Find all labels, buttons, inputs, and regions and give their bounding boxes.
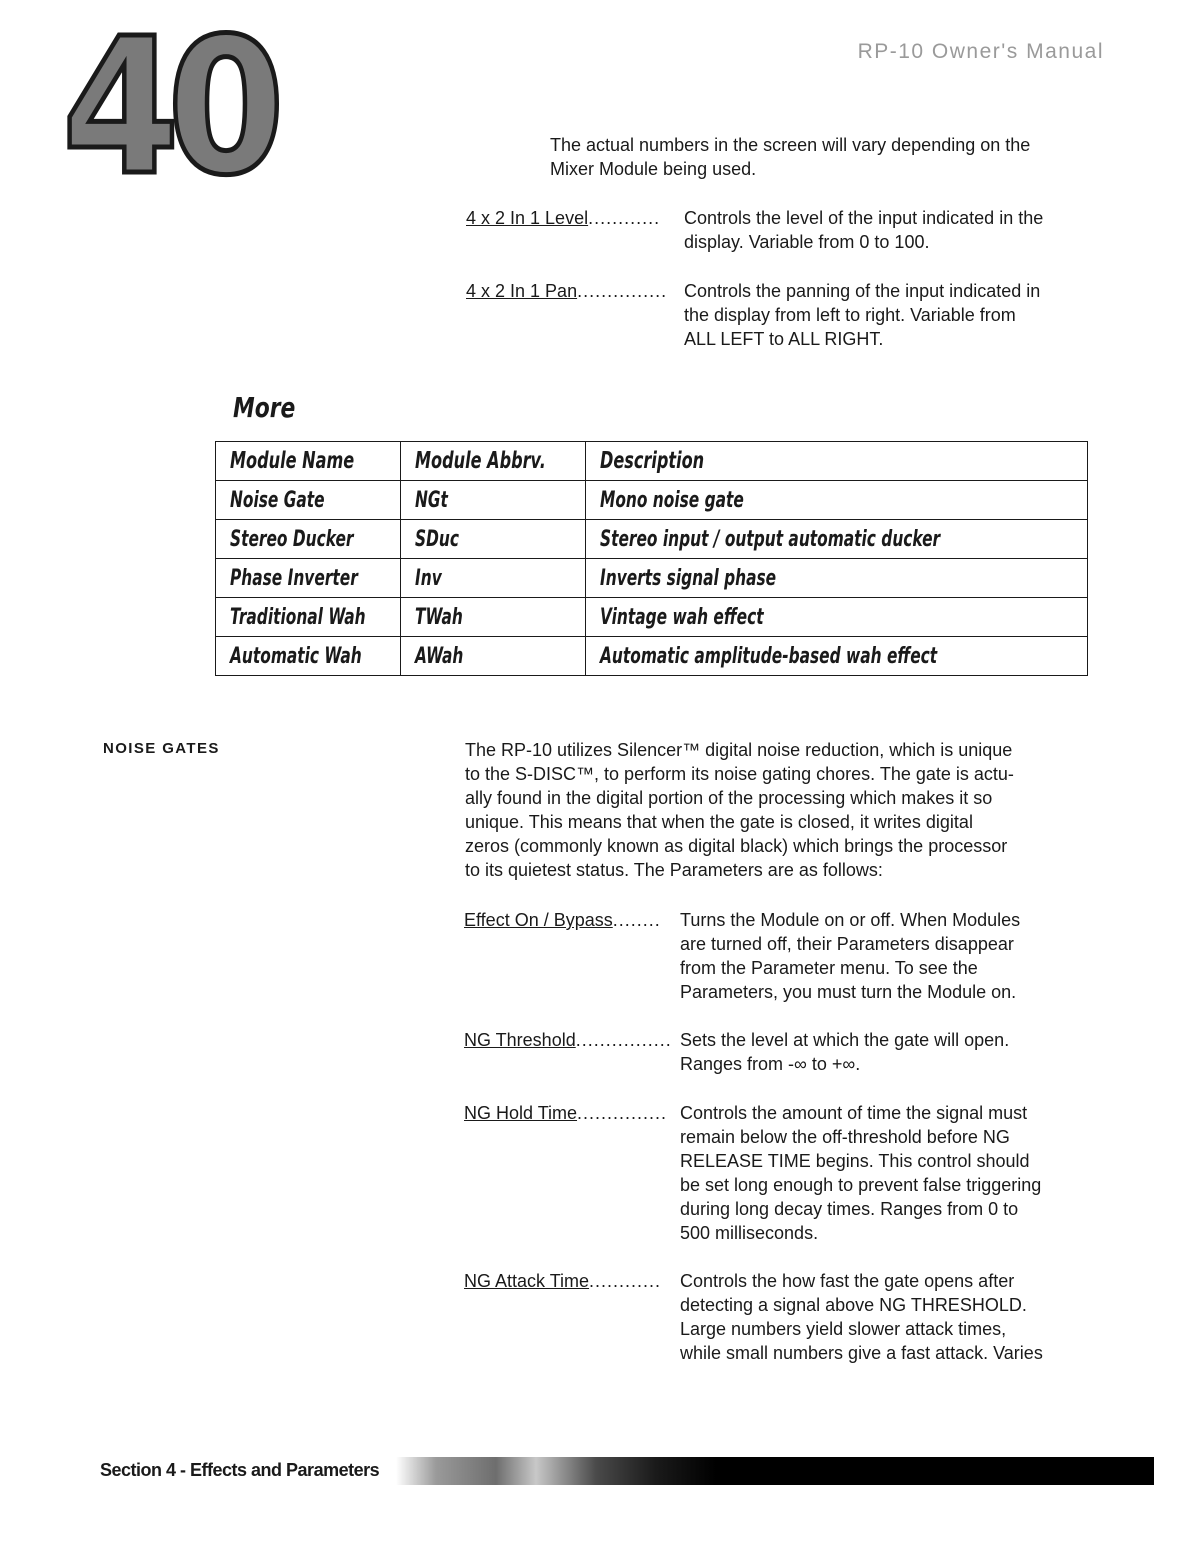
param-desc-line: ALL LEFT to ALL RIGHT. [684,329,884,349]
param-desc-line: remain below the off-threshold before NG [680,1127,1010,1147]
noise-gates-paragraph [465,738,1014,882]
modules-table [215,441,1088,676]
table-header-row [216,442,1088,481]
more-heading: More [233,391,296,424]
cell-text: Phase Inverter [230,565,358,591]
table-cell [401,637,586,676]
param-label: Effect On / Bypass [464,910,613,930]
table-cell [401,481,586,520]
table-cell [586,520,1088,559]
page-number: 40 [62,0,273,217]
cell-text: Noise Gate [230,487,325,513]
paragraph-line: The RP-10 utilizes Silencer™ digital noise reduction, which is unique [465,740,1013,760]
cell-text: NGt [415,487,448,513]
table-row [216,637,1088,676]
table-cell [586,598,1088,637]
table-cell [216,559,401,598]
table-row [216,598,1088,637]
table-cell [586,637,1088,676]
paragraph-line: to its quietest status. The Parameters are as follows: [465,860,883,880]
table-row [216,481,1088,520]
header-text: Module Name [230,448,355,474]
param-label: 4 x 2 In 1 Pan [466,281,578,301]
param-desc-line: while small numbers give a fast attack. Varies [680,1343,1043,1363]
param-desc-line: Large numbers yield slower attack times, [680,1319,1007,1339]
param-desc-line: Controls the amount of time the signal must [680,1103,1028,1123]
table-cell [401,598,586,637]
header-text: Module Abbrv. [415,448,546,474]
cell-text: SDuc [415,526,459,552]
header-cell [401,442,586,481]
cell-text: Inverts signal phase [600,565,777,591]
param-desc-line: Controls the how fast the gate opens after [680,1271,1015,1291]
intro-line: The actual numbers in the screen will vary depending on the [550,135,1031,155]
cell-text: Automatic amplitude-based wah effect [600,643,938,669]
table-row [216,520,1088,559]
footer-section-label: Section 4 - Effects and Parameters [100,1460,380,1480]
leader-dots: ........ [612,910,661,930]
section-heading-noise-gates: NOISE GATES [103,740,220,757]
leader-dots: ............ [589,1271,662,1291]
table-cell [216,598,401,637]
cell-text: Stereo input / output automatic ducker [600,526,941,552]
param-desc-line: during long decay times. Ranges from 0 to [680,1199,1019,1219]
table-cell [401,520,586,559]
param-desc-line: display. Variable from 0 to 100. [684,232,930,252]
param-desc-line: Controls the level of the input indicated in the [684,208,1044,228]
param-desc-line: Parameters, you must turn the Module on. [680,982,1017,1002]
leader-dots: ................ [575,1030,672,1050]
cell-text: Inv [415,565,442,591]
param-desc-line: the display from left to right. Variable from [684,305,1016,325]
cell-text: Stereo Ducker [230,526,354,552]
manual-title: RP-10 Owner's Manual [857,40,1104,63]
cell-text: Vintage wah effect [600,604,764,630]
param-desc-line: Ranges from -∞ to +∞. [680,1054,861,1074]
param-label: NG Hold Time [464,1103,578,1123]
header-text: Description [600,448,705,474]
intro-line: Mixer Module being used. [550,159,757,179]
table-row [216,559,1088,598]
table-cell [586,481,1088,520]
param-desc-line: Controls the panning of the input indicated in [684,281,1041,301]
cell-text: Traditional Wah [230,604,366,630]
param-label: NG Threshold [464,1030,576,1050]
cell-text: Automatic Wah [230,643,362,669]
leader-dots: ............ [588,208,661,228]
cell-text: Mono noise gate [600,487,744,513]
table-cell [216,481,401,520]
param-desc-line: 500 milliseconds. [680,1223,819,1243]
param-label: NG Attack Time [464,1271,590,1291]
table-cell [401,559,586,598]
paragraph-line: to the S-DISC™, to perform its noise gating chores. The gate is actu- [465,764,1014,784]
param-desc-line: RELEASE TIME begins. This control should [680,1151,1030,1171]
header-cell [586,442,1088,481]
paragraph-line: zeros (commonly known as digital black) which brings the processor [465,836,1008,856]
paragraph-line: ally found in the digital portion of the processing which makes it so [465,788,993,808]
header-cell [216,442,401,481]
param-desc-line: from the Parameter menu. To see the [680,958,978,978]
cell-text: AWah [415,643,464,669]
param-desc-line: Sets the level at which the gate will open. [680,1030,1010,1050]
table-cell [216,637,401,676]
intro-text [550,133,1030,181]
paragraph-line: unique. This means that when the gate is closed, it writes digital [465,812,973,832]
leader-dots: ............... [577,1103,668,1123]
table-cell [586,559,1088,598]
table-cell [216,520,401,559]
param-desc-line: be set long enough to prevent false triggering [680,1175,1042,1195]
param-label: 4 x 2 In 1 Level [466,208,589,228]
param-desc-line: Turns the Module on or off. When Modules [680,910,1021,930]
param-desc-line: detecting a signal above NG THRESHOLD. [680,1295,1027,1315]
leader-dots: ............... [577,281,668,301]
cell-text: TWah [415,604,463,630]
param-desc-line: are turned off, their Parameters disappear [680,934,1014,954]
